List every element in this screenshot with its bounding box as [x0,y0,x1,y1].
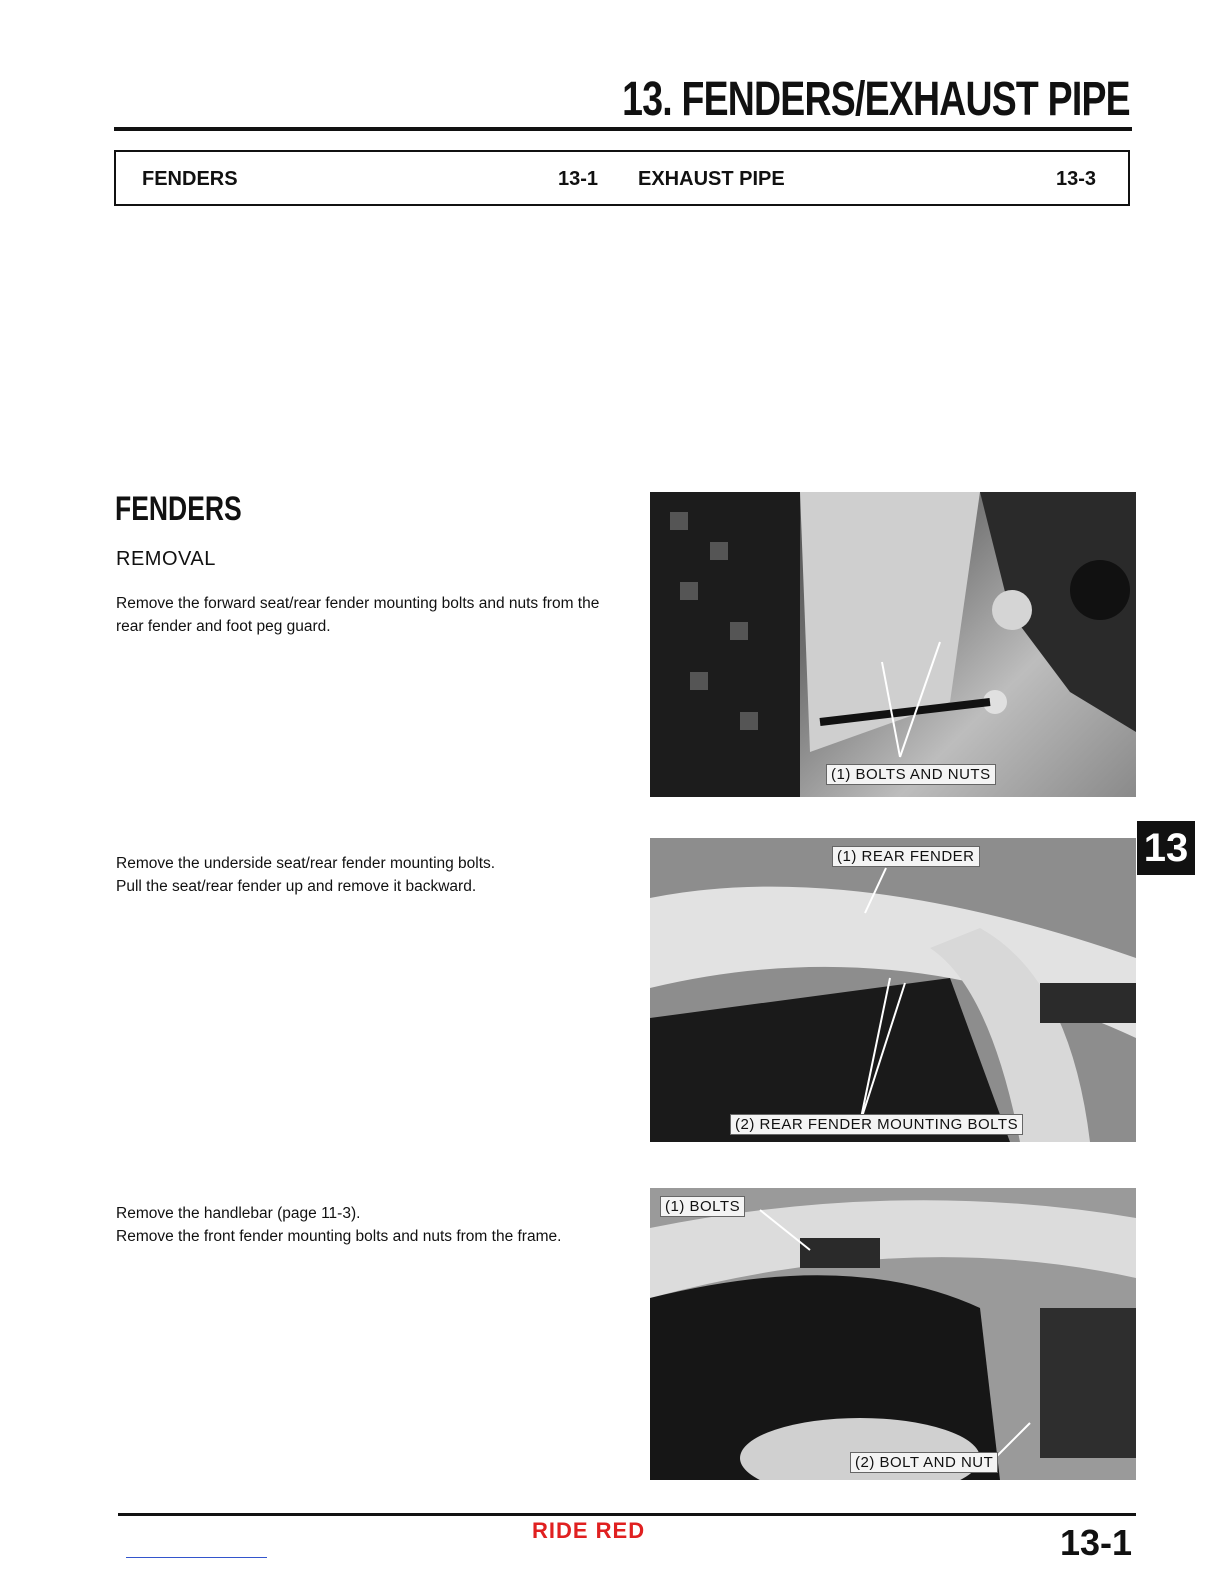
toc-item-fenders: FENDERS [142,168,238,190]
page-number: 13-1 [1059,1522,1132,1563]
step-3-text [116,1202,626,1248]
chapter-tab: 13 [1137,821,1195,875]
step-1-text [116,592,626,638]
callout-rear-fender-mounting-bolts: (2) REAR FENDER MOUNTING BOLTS [730,1114,1023,1135]
footer-rule [118,1513,1136,1516]
photo-front-fender [650,1188,1136,1480]
step-2-text [116,852,626,898]
callout-bolts-and-nuts: (1) BOLTS AND NUTS [826,764,996,785]
table-of-contents [114,150,1130,206]
photo-2-illustration [650,838,1136,1142]
step-2-line-1: Remove the underside seat/rear fender mounting bolts. [116,855,496,872]
toc-page-fenders: 13-1 [558,168,599,190]
section-heading: FENDERS [115,490,242,528]
chapter-title: 13. FENDERS/EXHAUST PIPE [622,73,1130,126]
footer-link-underline [126,1557,267,1558]
sub-heading: REMOVAL [116,548,216,570]
footer-brand-logo: RIDE RED [532,1518,646,1543]
title-rule [114,127,1132,131]
step-3-line-1: Remove the handlebar (page 11-3). [116,1205,361,1222]
photo-bolts-and-nuts [650,492,1136,797]
callout-bolt-and-nut: (2) BOLT AND NUT [850,1452,998,1473]
photo-3-illustration [650,1188,1136,1480]
step-3-line-2: Remove the front fender mounting bolts and nuts from the frame. [116,1228,562,1245]
toc-item-exhaust-pipe: EXHAUST PIPE [638,168,785,190]
callout-rear-fender: (1) REAR FENDER [832,846,980,867]
photo-rear-fender [650,838,1136,1142]
toc-page-exhaust-pipe: 13-3 [1056,168,1097,190]
step-2-line-2: Pull the seat/rear fender up and remove it backward. [116,878,477,895]
step-1-line-1: Remove the forward seat/rear fender mounting bolts and nuts from the rear fender and foot peg guard. [116,595,600,635]
callout-bolts: (1) BOLTS [660,1196,745,1217]
photo-1-illustration [650,492,1136,797]
